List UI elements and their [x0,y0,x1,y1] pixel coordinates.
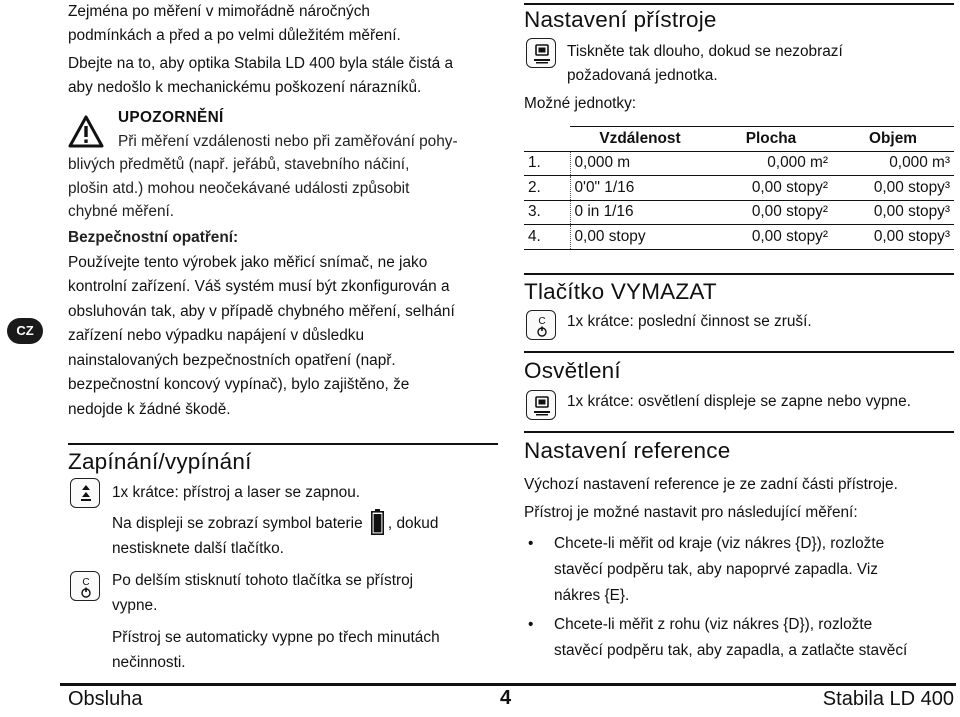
clear-text: 1x krátce: poslední činnost se zruší. [567,313,812,330]
light-key-icon [526,390,556,420]
power-on-text: 1x krátce: přístroj a laser se zapnou. [112,484,361,501]
intro-paragraph: Zejména po měření v mimořádně náročných podmínkách a před a po velmi důležitém měření. [68,3,401,44]
header-volume: Objem [832,127,954,152]
units-table [524,126,954,250]
section-rule [68,443,498,445]
light-heading: Osvětlení [524,358,621,383]
settings-heading: Nastavení přístroje [524,7,717,32]
list-item: • Chcete-li měřit z rohu (viz nákres {D}), rozložte stavěcí podpěru tak, aby zapadla, a zatlačte stavěcí [524,612,954,664]
settings-key-icon [526,38,556,68]
clear-heading: Tlačítko VYMAZAT [524,279,717,304]
warning-title: UPOZORNĚNÍ [118,109,224,126]
footer-product-name: Stabila LD 400 [822,688,954,710]
reference-bullets [524,531,954,664]
section-rule [524,3,954,5]
svg-text:C: C [538,316,546,327]
table-row: 4. 0,00 stopy 0,00 stopy² 0,00 stopy³ [524,225,954,250]
table-row: 2. 0'0" 1/16 0,00 stopy² 0,00 stopy³ [524,176,954,201]
clear-key-icon [526,310,556,340]
table-row: 3. 0 in 1/16 0,00 stopy² 0,00 stopy³ [524,200,954,225]
warning-block: UPOZORNĚNÍ Při měření vzdálenosti nebo při zaměřování pohy- blivých předmětů (např. jeřábů, stavebního náčiní, plošin atd.) mohou neočekávané události způsobit chybné měření. [68,106,508,224]
section-rule [524,431,954,433]
footer-section-name: Obsluha [68,688,143,710]
list-item: • Chcete-li měřit od kraje (viz nákres {D}), rozložte stavěcí podpěru tak, aby napoprvé zapadla. Viz nákres {E}. [524,531,954,609]
language-tab: CZ [7,318,43,344]
power-off-key-icon [70,571,100,601]
power-on-key-icon [70,478,100,508]
header-distance: Vzdálenost [570,127,710,152]
header-area: Plocha [710,127,832,152]
optics-paragraph: Dbejte na to, aby optika Stabila LD 400 byla stále čistá a aby nedošlo k mechanickému poškození nárazníků. [68,55,453,96]
page-number: 4 [500,687,512,709]
reference-heading: Nastavení reference [524,438,731,463]
units-label: Možné jednotky: [524,95,637,112]
table-header-row [524,127,954,152]
section-rule [524,273,954,275]
reference-text: Výchozí nastavení reference je ze zadní části přístroje. Přístroj je možné nastavit pro následující měření: [524,476,898,521]
safety-title: Bezpečnostní opatření: [68,229,239,246]
safety-block: Bezpečnostní opatření: Používejte tento výrobek jako měřicí snímač, ne jako kontrolní zařízení. Váš systém musí být zkonfigurován a obsluhován tak, aby v případě chybného měření, selhání zařízení nebo výpadku napájení v důsledku nainstalovaných bezpečnostních opatření (např. bezpečnostní koncový vypínač), bylo zajištěno, že nedojde k žádné škodě. [68,226,508,422]
footer-rule [60,683,956,686]
battery-text: Na displeji se zobrazí symbol baterie , dokud nestisknete další tlačítko. [112,512,502,561]
light-text: 1x krátce: osvětlení displeje se zapne nebo vypne. [567,393,911,410]
power-off-text: Po delším stisknutí tohoto tlačítka se přístroj vypne. [112,572,414,614]
power-heading: Zapínání/vypínání [68,449,252,474]
svg-text:C: C [82,577,90,588]
battery-icon [371,509,384,533]
section-rule [524,351,954,353]
settings-press-text: Tiskněte tak dlouho, dokud se nezobrazí požadovaná jednotka. [567,43,843,84]
auto-off-text: Přístroj se automaticky vypne po třech minutách nečinnosti. [112,629,440,671]
table-row: 1. 0,000 m 0,000 m² 0,000 m³ [524,151,954,176]
